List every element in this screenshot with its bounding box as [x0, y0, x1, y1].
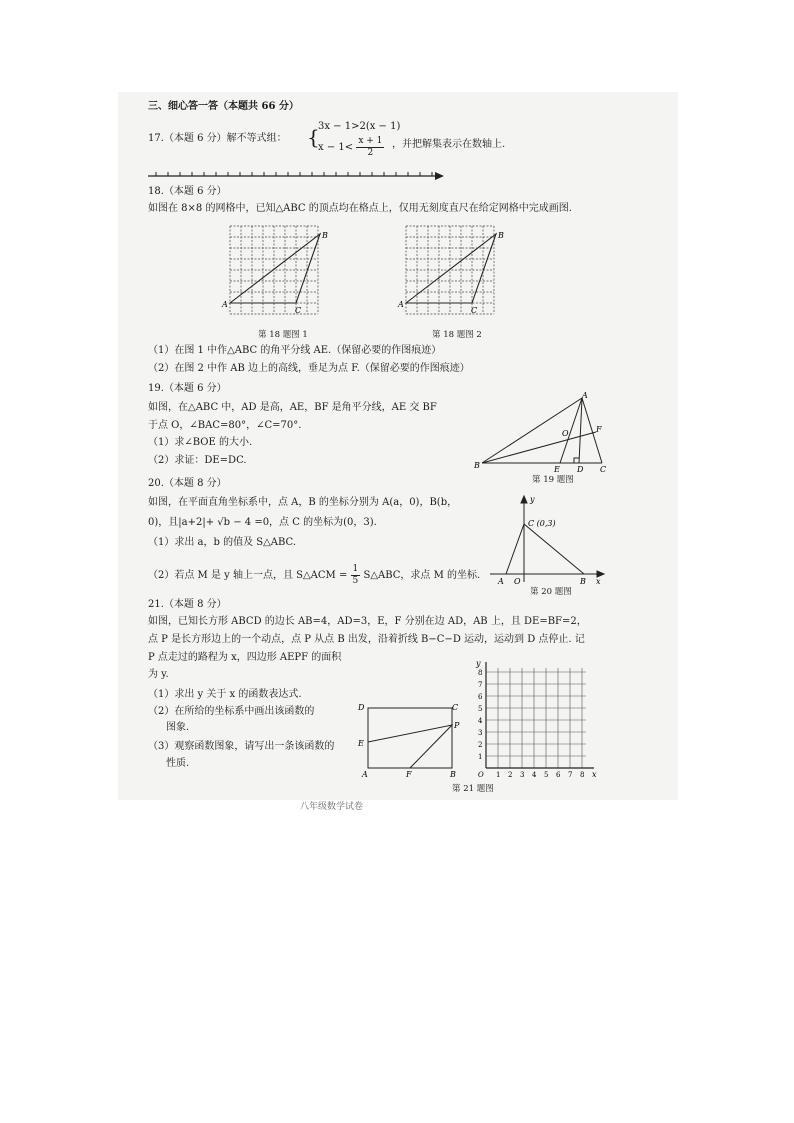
y-tick-label: 6 [478, 693, 483, 701]
q18-fig1-label-A: A [222, 300, 228, 309]
q17-inequality-1: 3x − 1>2(x − 1) [318, 121, 401, 132]
q18-fig1-triangle [230, 234, 320, 303]
q19-label-O: O [562, 429, 569, 438]
q18-fig2-label-B: B [498, 231, 504, 240]
q18-line1: 如图在 8×8 的网格中，已知△ABC 的顶点均在格点上，仅用无刻度直尺在给定网格中完成画图. [148, 203, 572, 214]
q19-label-D: D [577, 465, 584, 474]
q17-fraction [356, 136, 384, 159]
q20-line2: 0)，且|a+2|+ √b − 4 =0，点 C 的坐标为(0，3). [148, 517, 377, 528]
q21-rectangle-figure [356, 700, 464, 780]
x-tick-label: 5 [544, 771, 549, 779]
q20-line1: 如图，在平面直角坐标系中，点 A，B 的坐标分别为 A(a，0)，B(b， [148, 497, 458, 508]
q19-line2: 于点 O，∠BAC=80°，∠C=70°. [148, 420, 302, 431]
q20-title: 20.（本题 8 分） [148, 478, 227, 489]
q20-frac-num: 1 [352, 564, 359, 574]
q18-fig1-label-C: C [295, 306, 302, 315]
q21-label-E: E [358, 739, 364, 748]
q18-fig2-triangle [406, 234, 496, 303]
q17-number-line [148, 168, 448, 182]
q19-part2: （2）求证：DE=DC. [148, 455, 247, 466]
y-tick-label: 2 [478, 741, 483, 749]
q20-label-O: O [514, 577, 521, 586]
grid-axis-y-label: y [476, 659, 481, 668]
q19-label-C: C [600, 465, 607, 474]
y-tick-label: 8 [478, 669, 483, 677]
x-tick-label: 3 [520, 771, 525, 779]
q21-title: 21.（本题 8 分） [148, 599, 227, 610]
x-tick-label: 4 [532, 771, 537, 779]
q18-figure-2 [398, 222, 518, 328]
q21-label-C: C [452, 703, 459, 712]
q21-line2: 点 P 是长方形边上的一个动点，点 P 从点 B 出发，沿着折线 B−C−D 运动，运动到 D 点停止. 记 [148, 634, 585, 645]
q21-label-D: D [358, 703, 365, 712]
q19-caption: 第 19 题图 [532, 475, 574, 485]
q17-frac-num: x + 1 [358, 136, 383, 146]
q17-brace: { [307, 125, 320, 149]
y-tick-label: 4 [478, 717, 483, 725]
q19-part1: （1）求∠BOE 的大小. [148, 437, 253, 448]
q18-title: 18.（本题 6 分） [148, 186, 227, 197]
q17-ineq2-left: x − 1< [318, 142, 354, 153]
q19-label-A: A [582, 391, 588, 400]
grid-origin-label: O [478, 771, 484, 779]
q20-frac-den: 5 [352, 576, 359, 586]
y-tick-label: 5 [478, 705, 483, 713]
q18-part1: （1）在图 1 中作△ABC 的角平分线 AE.（保留必要的作图痕迹） [148, 345, 442, 356]
q19-triangle-figure [474, 392, 614, 472]
section-heading: 三、细心答一答（本题共 66 分） [148, 101, 299, 112]
q21-line3: P 点走过的路程为 x，四边形 AEPF 的面积 [148, 652, 342, 663]
q19-label-F: F [596, 425, 602, 434]
q21-part1: （1）求出 y 关于 x 的函数表达式. [148, 689, 302, 700]
q19-title: 19.（本题 6 分） [148, 383, 227, 394]
x-tick-label: 8 [580, 771, 585, 779]
q20-label-B: B [580, 577, 586, 586]
q18-caption-2: 第 18 题图 2 [432, 330, 482, 340]
q20-part1: （1）求出 a，b 的值及 S△ABC. [148, 537, 297, 548]
q21-part3b: 性质. [166, 758, 190, 769]
q21-label-F: F [406, 770, 412, 779]
q18-fig2-label-C: C [471, 306, 478, 315]
q21-coordinate-grid [474, 656, 604, 780]
q21-line4: 为 y. [148, 669, 169, 680]
x-tick-label: 2 [508, 771, 513, 779]
q17-inequality-2 [318, 136, 384, 159]
q20-part2a: （2）若点 M 是 y 轴上一点，且 S△ACM = [148, 570, 348, 581]
q20-coordinate-figure [490, 494, 610, 586]
page-footer: 八年级数学试卷 [300, 802, 364, 812]
q18-fig1-label-B: B [322, 231, 328, 240]
q21-label-B: B [450, 770, 456, 779]
q20-label-A: A [498, 577, 504, 586]
q20-label-C: C (0,3) [528, 519, 556, 528]
q21-label-A: A [362, 770, 368, 779]
q20-part2b: S△ABC，求点 M 的坐标. [363, 570, 481, 581]
q20-part2 [148, 564, 480, 587]
q20-axis-y: y [530, 495, 535, 504]
x-tick-label: 1 [496, 771, 501, 779]
q20-axis-x: x [596, 577, 601, 586]
y-tick-label: 1 [478, 753, 483, 761]
q21-caption: 第 21 题图 [452, 784, 494, 794]
q21-part2b: 图象. [166, 722, 190, 733]
q21-label-P: P [454, 721, 460, 730]
q17-title: 17.（本题 6 分）解不等式组： [148, 133, 287, 144]
grid-axis-x-label: x [592, 770, 597, 779]
q20-fraction [351, 564, 361, 587]
q19-line1: 如图，在△ABC 中，AD 是高，AE，BF 是角平分线，AE 交 BF [148, 402, 437, 413]
q18-part2: （2）在图 2 中作 AB 边上的高线，垂足为点 F.（保留必要的作图痕迹） [148, 363, 470, 374]
q18-caption-1: 第 18 题图 1 [258, 330, 308, 340]
q18-fig2-label-A: A [398, 300, 404, 309]
y-tick-label: 7 [478, 681, 483, 689]
q20-caption: 第 20 题图 [530, 587, 572, 597]
q21-part2a: （2）在所给的坐标系中画出该函数的 [148, 706, 315, 717]
q17-tail: ，并把解集表示在数轴上. [392, 139, 506, 150]
q21-line1: 如图，已知长方形 ABCD 的边长 AB=4，AD=3，E，F 分别在边 AD，AB 上，且 DE=BF=2， [148, 616, 587, 627]
q18-figure-1 [222, 222, 342, 328]
x-tick-label: 6 [556, 771, 561, 779]
q19-label-E: E [554, 465, 560, 474]
y-tick-label: 3 [478, 729, 483, 737]
q17-frac-den: 2 [367, 148, 374, 158]
q21-part3a: （3）观察函数图象，请写出一条该函数的 [148, 741, 335, 752]
x-tick-label: 7 [568, 771, 573, 779]
q19-label-B: B [474, 461, 480, 470]
